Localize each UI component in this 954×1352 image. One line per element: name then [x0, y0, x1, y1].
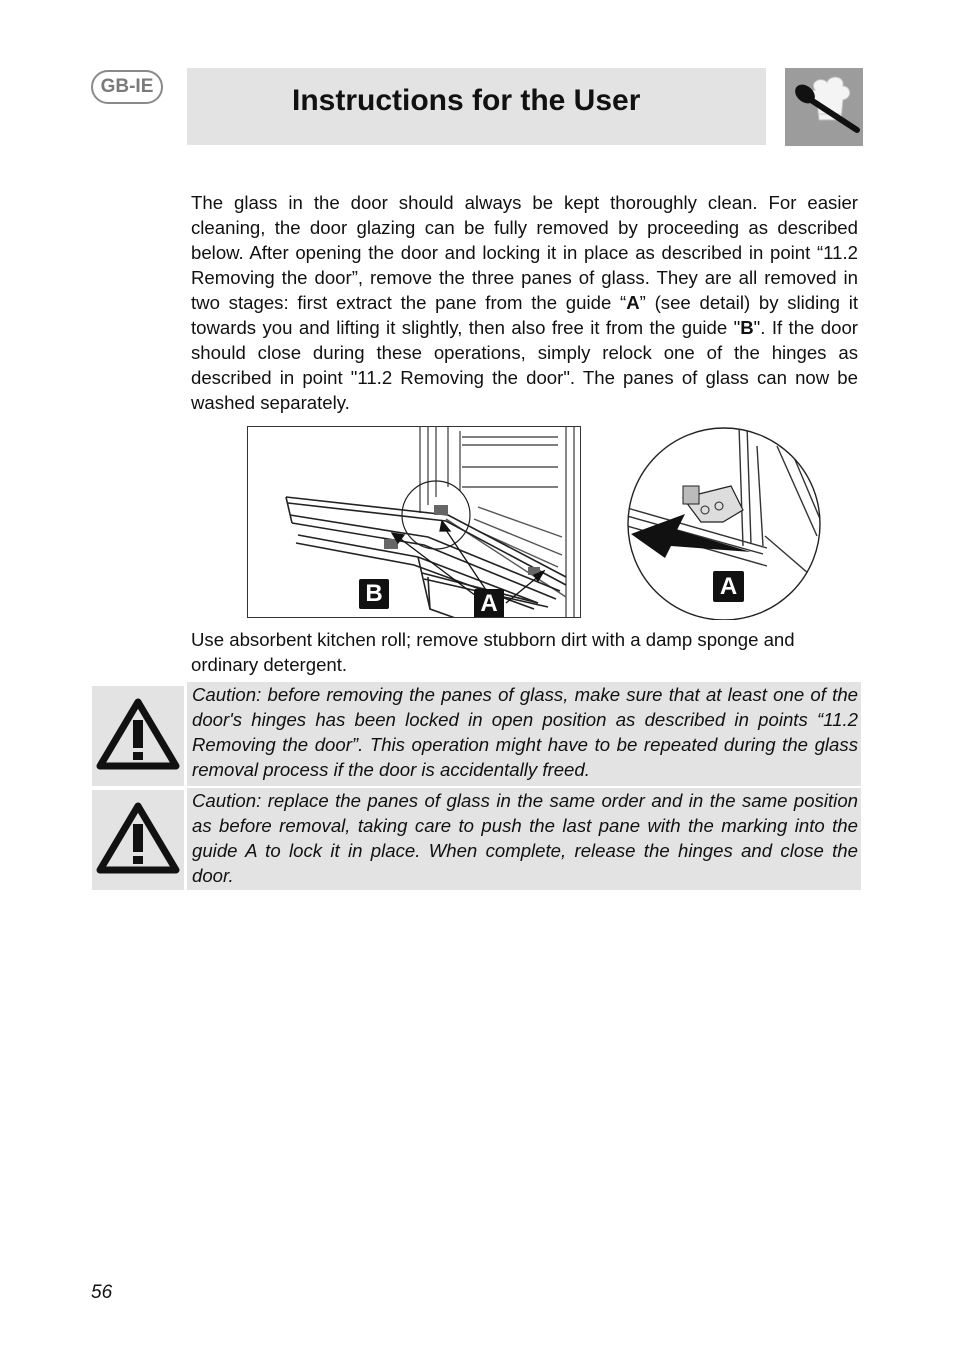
intro-text-1: The glass in the door should always be kept thoroughly clean. For easier cleaning, the door glazing can be fully removed by proceeding as described below. After opening the door and locking it in place as described in point “11.2 Removing the door”, remove the three panes of glass. They are all removed in two stages: first extract the pane from the guide “	[191, 192, 858, 313]
intro-bold-b: B	[740, 317, 754, 338]
cleaning-paragraph: Use absorbent kitchen roll; remove stubborn dirt with a damp sponge and ordinary detergent.	[191, 629, 795, 675]
caution-1-text: Caution: before removing the panes of glass, make sure that at least one of the door's hinges has been locked in open position as described in points “11.2 Removing the door”. This operation might have to be repeated during the glass removal process if the door is accidentally freed.	[192, 684, 858, 780]
intro-text-3: ". If the door should close during these operations, simply relock one of the hinges as described in point "11.2 Removing the door". The panes of glass can now be washed separately.	[191, 317, 858, 413]
label-a: A	[474, 589, 504, 618]
caution-1	[187, 682, 861, 786]
intro-bold-a: A	[626, 292, 640, 313]
intro-paragraph	[191, 190, 858, 415]
label-a-detail: A	[713, 571, 744, 602]
oven-door-illustration	[247, 426, 581, 618]
caution-2	[187, 788, 861, 890]
label-b: B	[359, 579, 389, 609]
page-title: Instructions for the User	[292, 84, 641, 117]
language-badge: GB-IE	[91, 70, 163, 104]
warning-triangle-icon	[96, 802, 180, 879]
caution-2-text: Caution: replace the panes of glass in the same order and in the same position as before removal, taking care to push the last pane with the marking into the guide A to lock it in place. When complete, release the hinges and close the door.	[192, 790, 858, 886]
caution-1-icon-cell	[92, 686, 184, 786]
hinge-detail-illustration	[627, 426, 823, 620]
header-bar	[187, 68, 766, 145]
warning-triangle-icon	[96, 698, 180, 775]
caution-2-icon-cell	[92, 790, 184, 890]
spoon-chef-hat-icon	[785, 68, 863, 146]
intro-text-2: ” (see detail) by sliding it towards you and lifting it slightly, then also free it from the guide "	[191, 292, 859, 338]
page-number: 56	[91, 1282, 113, 1303]
